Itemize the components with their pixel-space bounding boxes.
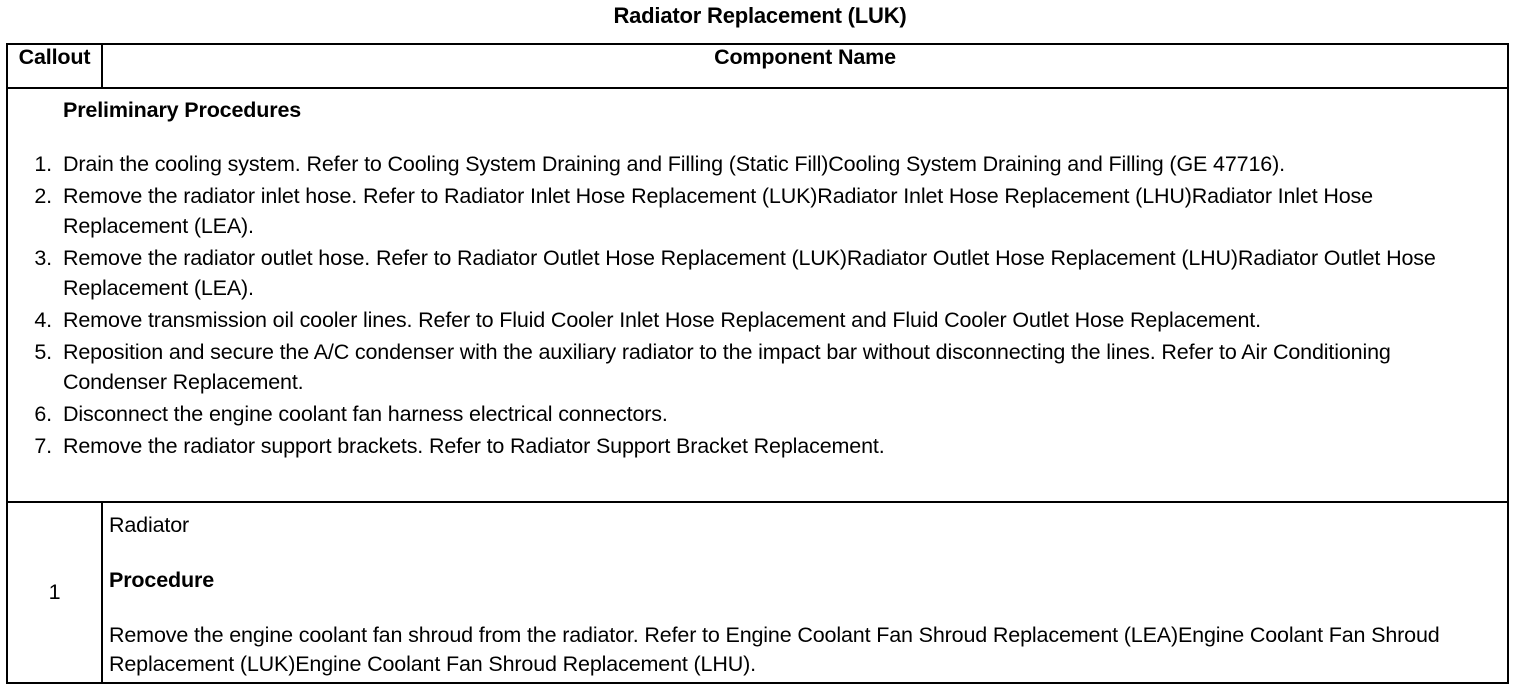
document-title: Radiator Replacement (LUK) — [613, 3, 907, 28]
preliminary-procedures-cell — [7, 88, 1508, 502]
step-number: 2. — [34, 184, 52, 208]
preliminary-procedures-row — [7, 88, 1508, 502]
component-name-column-header: Component Name — [102, 44, 1508, 88]
step-text: Disconnect the engine coolant fan harness electrical connectors. — [63, 402, 668, 426]
step-text: Remove the radiator support brackets. Refer to Radiator Support Bracket Replacement. — [63, 434, 885, 458]
step-item — [8, 243, 1507, 303]
component-cell — [102, 502, 1508, 683]
callout-column-header: Callout — [7, 44, 102, 88]
step-text: Remove the radiator inlet hose. Refer to Radiator Inlet Hose Replacement (LUK)Radiator Inlet Hose Replacement (LHU)Radiator Inlet Hose Replacement (LEA). — [63, 184, 1373, 238]
preliminary-procedures-heading: Preliminary Procedures — [63, 98, 302, 122]
table-row — [7, 502, 1508, 683]
callout-number: 1 — [7, 502, 102, 683]
step-item — [8, 305, 1507, 335]
table-header-row — [7, 44, 1508, 88]
procedure-table — [6, 43, 1509, 684]
step-number: 4. — [34, 308, 52, 332]
step-item — [8, 337, 1507, 397]
step-text: Remove the radiator outlet hose. Refer to Radiator Outlet Hose Replacement (LUK)Radiator Outlet Hose Replacement (LHU)Radiator Outlet Hose Replacement (LEA). — [63, 246, 1436, 300]
step-text: Remove transmission oil cooler lines. Refer to Fluid Cooler Inlet Hose Replacement and Fluid Cooler Outlet Hose Replacement. — [63, 308, 1261, 332]
step-number: 6. — [34, 402, 52, 426]
step-item — [8, 399, 1507, 429]
component-name: Radiator — [109, 513, 190, 537]
procedure-text: Remove the engine coolant fan shroud from the radiator. Refer to Engine Coolant Fan Shroud Replacement (LEA)Engine Coolant Fan Shroud Replacement (LUK)Engine Coolant Fan Shroud Replacement (LHU). — [109, 623, 1440, 676]
procedure-heading: Procedure — [109, 568, 214, 592]
preliminary-steps-list — [8, 149, 1507, 461]
step-item — [8, 149, 1507, 179]
step-number: 3. — [34, 246, 52, 270]
step-text: Reposition and secure the A/C condenser with the auxiliary radiator to the impact bar without disconnecting the lines. Refer to Air Conditioning Condenser Replacement. — [63, 340, 1391, 394]
step-text: Drain the cooling system. Refer to Cooling System Draining and Filling (Static Fill)Cooling System Draining and Filling (GE 47716). — [63, 152, 1285, 176]
step-item — [8, 181, 1507, 241]
step-item — [8, 431, 1507, 461]
step-number: 7. — [34, 434, 52, 458]
step-number: 1. — [34, 152, 52, 176]
step-number: 5. — [34, 340, 52, 364]
